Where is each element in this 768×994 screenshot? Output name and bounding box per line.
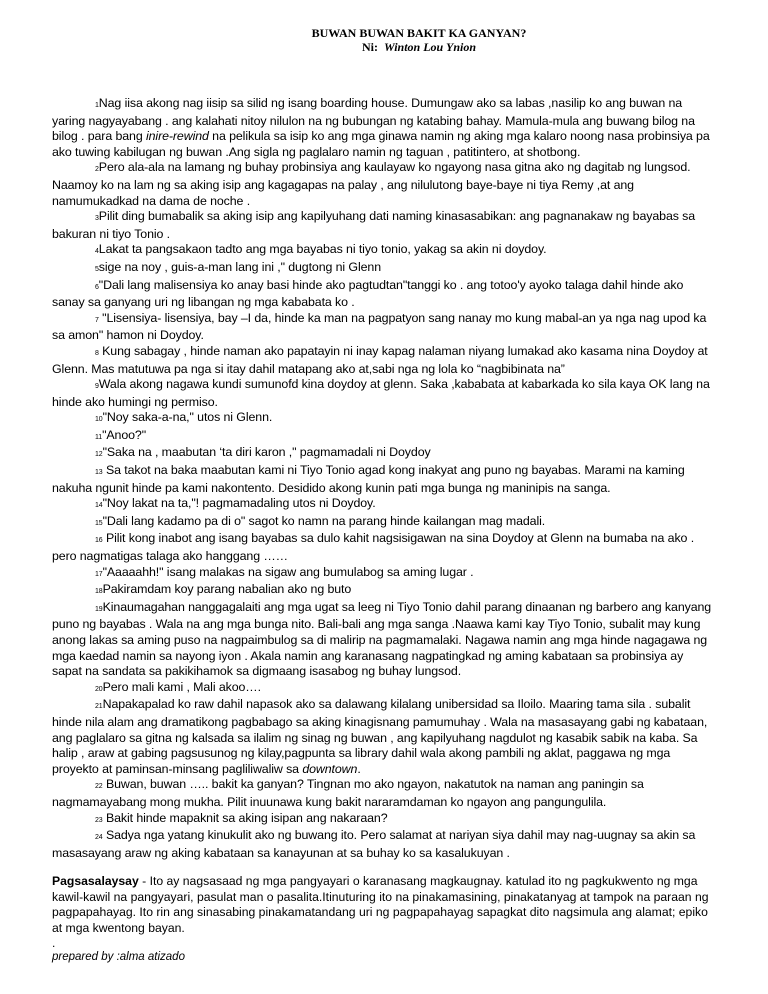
author-line [122, 40, 716, 54]
story-paragraph [52, 777, 716, 810]
paragraph-text: "Noy saka-a-na," utos ni Glenn. [102, 410, 273, 425]
paragraph-number: 17 [95, 570, 103, 578]
paragraph-number: 6 [95, 283, 99, 291]
story-paragraph [52, 260, 716, 278]
paragraph-number: 9 [95, 383, 99, 391]
definition-text: - Ito ay nagsasaad ng mga pangyayari o karanasang magkaugnay. katulad ito ng pagkukwento ng mga kawil-kawil na pangyayari, pasulat man o pasalita.Itinuturing ito na pinakamasining, pinakatanyag at tampok na paraan ng pagpapahayag. Ito rin ang sinasabing pinakamatandang uri ng pagpapahayag sapagkat dito nagsimula ang alamat; epiko at mga kwentong bayan. [52, 874, 709, 935]
paragraph-number: 7 [95, 316, 99, 324]
paragraph-text: Pero ala-ala na lamang ng buhay probinsiya ang kaulayaw ko ngayong nasa gitna ako ng dagitab ng lungsod. Naamoy ko na lam ng sa aking isip ang kagagapas na palay , ang nilulutong baye-baye ni tiya Remy ,at ang namumukadkad na dama de noche . [52, 160, 691, 208]
author-prefix: Ni: [361, 40, 378, 54]
story-paragraph [52, 377, 716, 410]
story-paragraph [52, 565, 716, 583]
paragraph-text: Sa takot na baka maabutan kami ni Tiyo Tonio agad kong inakyat ang puno ng bayabas. Marami na kaming nakuha ngunit hinde pa kami nakontento. Desidido akong kunin pati mga bunga ng maninipis na sanga. [52, 463, 685, 495]
paragraph-text: Wala akong nagawa kundi sumunofd kina doydoy at glenn. Saka ,kababata at kabarkada ko sila kaya OK lang na hinde ako humingi ng permiso. [52, 377, 710, 409]
story-paragraph [52, 344, 716, 377]
story-paragraph [52, 600, 716, 680]
paragraph-text: . [357, 761, 361, 776]
story-body [52, 96, 716, 861]
story-paragraph [52, 242, 716, 260]
paragraph-number: 3 [95, 215, 99, 223]
story-paragraph [52, 697, 716, 777]
paragraph-text: "Dali lang kadamo pa di o" sagot ko namn na parang hinde kailangan mag madali. [102, 513, 546, 528]
story-paragraph [52, 209, 716, 242]
paragraph-text: Pilit ding bumabalik sa aking isip ang kapilyuhang dati naming kinasasabikan: ang pagnanakaw ng bayabas sa bakuran ni tiyo Tonio . [52, 209, 696, 241]
paragraph-text: "Lisensiya- lisensiya, bay –I da, hinde ka man na pagpatyon sang nanay mo kung mabal-an ya nga nag upod ka sa amon" hamon ni Doydoy. [52, 310, 707, 343]
paragraph-text: "Dali lang malisensiya ko anay basi hinde ako pagtudtan"tanggi ko . ang totoo'y ayoko talaga dahil hinde ako sanay sa ganyang uri ng libangan ng mga kababata ko . [52, 277, 684, 310]
paragraph-text: Pero mali kami , Mali akoo…. [102, 679, 261, 694]
paragraph-number: 14 [95, 502, 103, 510]
paragraph-number: 24 [95, 834, 103, 842]
paragraph-number: 4 [95, 248, 99, 256]
paragraph-text: Nag iisa akong nag iisip sa silid ng isang boarding house. Dumungaw ako sa labas ,nasilip ko ang buwan na yaring nagyayabang . ang kalahati nitoy nilulon na ng bubungan ng katabing bahay. Mamula-mula ang buwang bilog na bilog . para bang [52, 96, 695, 144]
paragraph-number: 13 [95, 469, 103, 477]
story-paragraph [52, 160, 716, 209]
story-paragraph [52, 514, 716, 532]
story-paragraph [52, 496, 716, 514]
paragraph-text: Sadya nga yatang kinukulit ako ng buwang ito. Pero salamat at nariyan siya dahil may nag-uugnay sa akin sa masasayang araw ng aking kabataan sa kanayunan at sa buhay ko sa kasalukuyan . [52, 828, 696, 860]
definition-paragraph [52, 874, 716, 936]
story-paragraph [52, 531, 716, 564]
story-paragraph [52, 811, 716, 829]
paragraph-text: sige na noy , guis-a-man lang ini ," dugtong ni Glenn [98, 259, 381, 274]
story-paragraph [52, 582, 716, 600]
paragraph-text: Bakit hinde mapaknit sa aking isipan ang nakaraan? [105, 810, 388, 825]
paragraph-text: "Noy lakat na ta,"! pagmamadaling utos ni Doydoy. [102, 496, 376, 511]
paragraph-text: Napakapalad ko raw dahil napasok ako sa dalawang kilalang unibersidad sa Iloilo. Maaring tama sila . subalit hinde nila alam ang dramatikong pagbabago sa aking kinagisnang pamumuhay . Wala na masasayang gabi ng kabataan, ang paglalaro sa gitna ng kalsada sa ilalim ng sinag ng buwan , ang kapilyuhang nagdulot ng kasabik sabik na kaba. Sa halip , araw at gabing pagsusunog ng kilay,pagpunta sa library dahil wala akong pambili ng aklat, paggawa ng mga proyekto at paminsan-minsang pagliliwaliw sa [52, 697, 708, 776]
paragraph-number: 2 [95, 166, 99, 174]
paragraph-text: Lakat ta pangsakaon tadto ang mga bayabas ni tiyo tonio, yakag sa akin ni doydoy. [98, 242, 547, 257]
paragraph-number: 15 [95, 519, 103, 527]
paragraph-text: Pakiramdam koy parang nabalian ako ng buto [102, 582, 352, 597]
paragraph-text: Kung sabagay , hinde naman ako papatayin ni inay kapag nalaman niyang lumakad ako kasama nina Doydoy at Glenn. Mas matutuwa pa nga si itay dahil matapang ako at,sabi nga ng lola ko “nagbibinata na” [52, 343, 708, 376]
story-paragraph [52, 311, 716, 344]
definition-term: Pagsasalaysay [52, 874, 139, 889]
story-paragraph [52, 428, 716, 446]
paragraph-number: 11 [95, 433, 103, 441]
paragraph-number: 23 [95, 816, 103, 824]
document-page [52, 26, 716, 964]
document-title: BUWAN BUWAN BAKIT KA GANYAN? [311, 26, 527, 40]
paragraph-number: 19 [95, 605, 103, 613]
paragraph-text: "Aaaaahh!" isang malakas na sigaw ang bumulabog sa aming lugar . [102, 564, 474, 579]
story-paragraph [52, 278, 716, 311]
paragraph-number: 10 [95, 416, 103, 424]
paragraph-text: na pelikula sa isip ko ang mga ginawa namin ng aking mga kalaro noong nasa probinsiya pa ako tuwing kabilugan ng buwan .Ang sigla ng paglalaro namin ng taguan , patitintero, at shotbong. [52, 129, 710, 159]
paragraph-text: Kinaumagahan nanggagalaiti ang mga ugat sa leeg ni Tiyo Tonio dahil parang dinaanan ng barbero ang kanyang puno ng bayabas . Wala na ang mga bunga nito. Bali-bali ang mga sanga .Naawa kami kay Tiyo Tonio, subalit may kung anong lakas sa aming puso na nagpaimbulog sa di malirip na pagmamalaki. Nagawa namin ang mga hinde nagagawa ng mga kaedad namin sa nayong iyon . Akala namin ang karanasang nagpatingkad ng aming kabataan sa probinsiya ay sapat na sandata sa pakikihamok sa digmaang isasabog ng buhay lungsod. [52, 599, 712, 679]
paragraph-number: 21 [95, 703, 103, 711]
story-paragraph [52, 828, 716, 861]
paragraph-text: "Saka na , maabutan ‘ta diri karon ," pagmamadali ni Doydoy [102, 445, 431, 460]
paragraph-number: 5 [95, 265, 99, 273]
paragraph-number: 12 [95, 451, 103, 459]
paragraph-text: Buwan, buwan ….. bakit ka ganyan? Tingnan mo ako ngayon, nakatutok na naman ang paningin sa nagmamayabang mong mukha. Pilit inuunawa kung bakit nararamdaman ko ngayon ang pangungulila. [52, 777, 644, 809]
paragraph-number: 8 [95, 349, 99, 357]
story-paragraph [52, 445, 716, 463]
story-paragraph [52, 96, 716, 160]
story-paragraph [52, 680, 716, 698]
paragraph-text: inire-rewind [145, 129, 209, 144]
story-paragraph [52, 410, 716, 428]
paragraph-number: 16 [95, 537, 103, 545]
story-paragraph [52, 463, 716, 496]
paragraph-number: 1 [95, 102, 99, 109]
author-name: Winton Lou Ynion [383, 40, 477, 54]
paragraph-number: 18 [95, 588, 103, 596]
paragraph-text: Pilit kong inabot ang isang bayabas sa dulo kahit nagsisigawan na sina Doydoy at Glenn na bumaba na ako . pero nagmatigas talaga ako hanggang …… [52, 531, 695, 564]
paragraph-text: downtown [302, 761, 358, 776]
prepared-by: prepared by :alma atizado [52, 950, 185, 963]
separator-dot: . [52, 935, 56, 950]
paragraph-text: "Anoo?" [102, 427, 147, 442]
paragraph-number: 22 [95, 783, 103, 791]
paragraph-number: 20 [95, 685, 103, 693]
